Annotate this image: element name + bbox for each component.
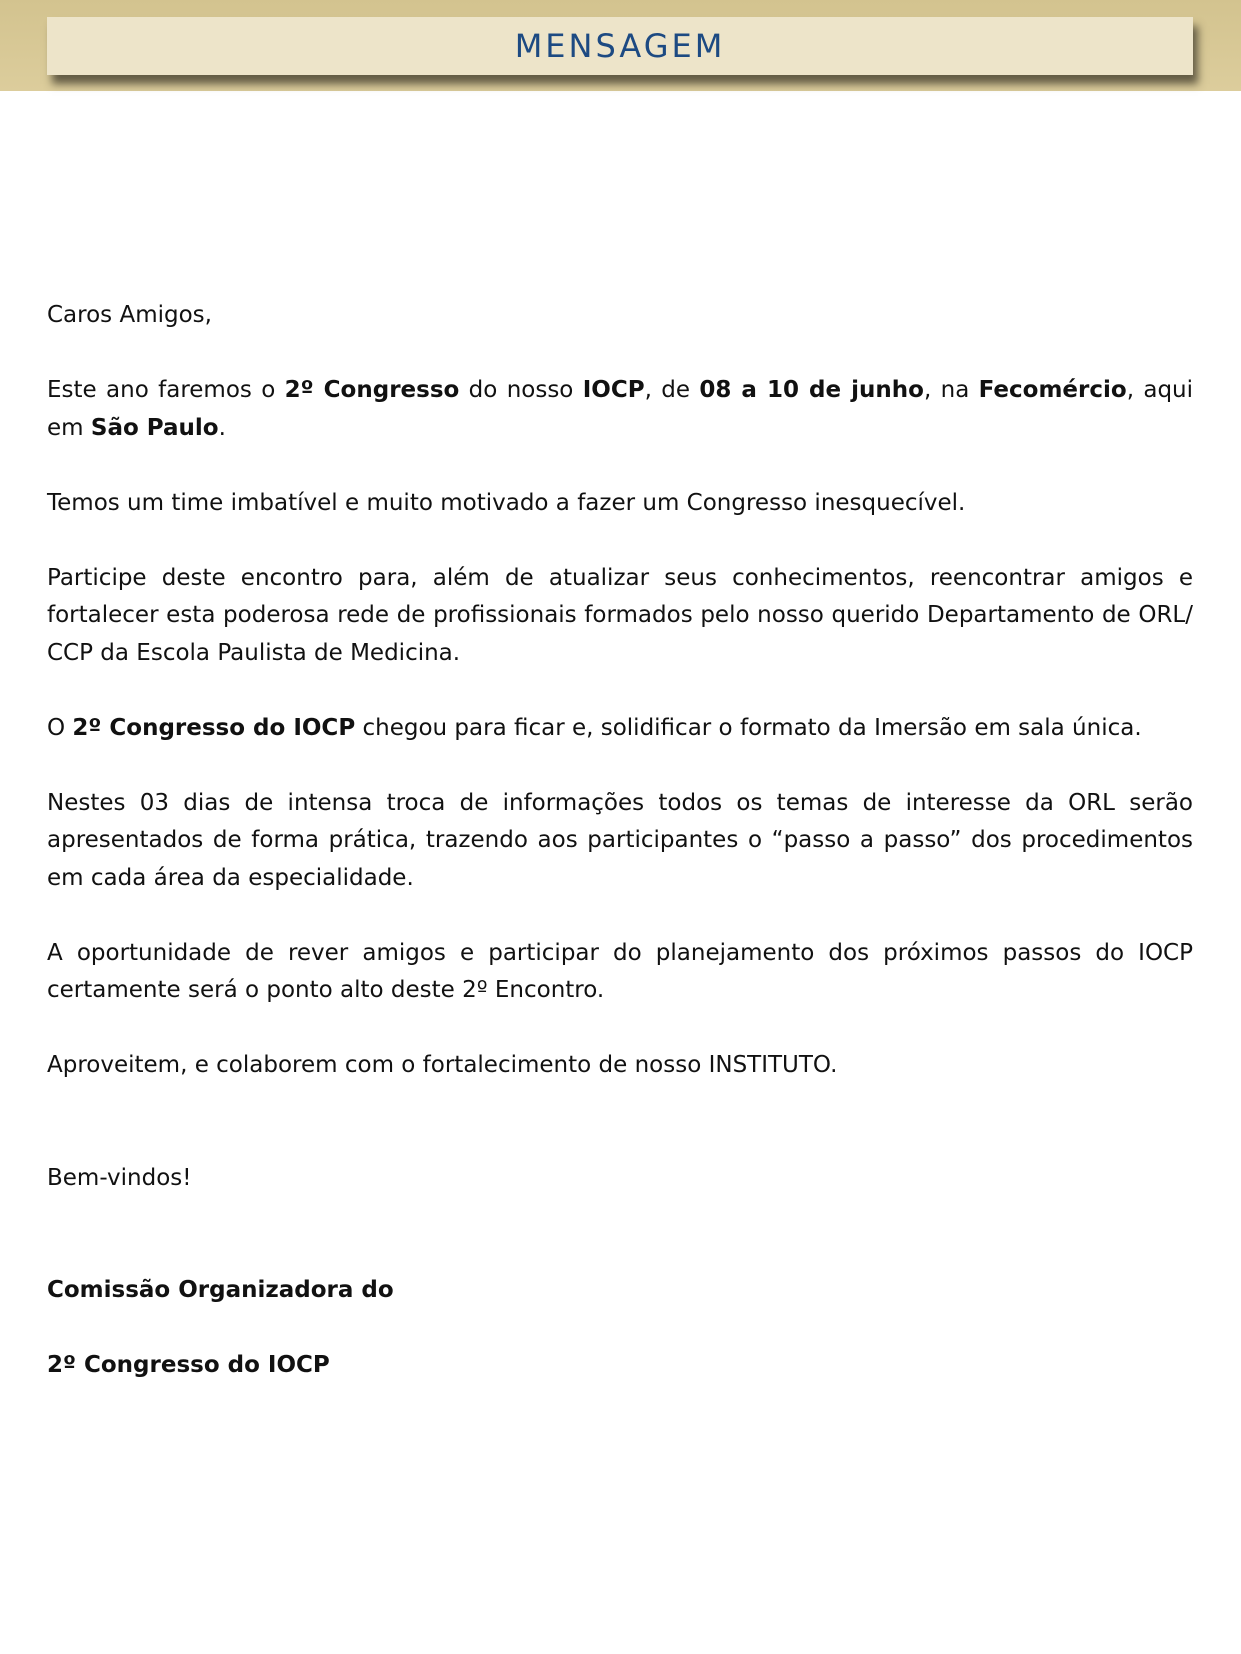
header-title-box bbox=[47, 17, 1193, 75]
text-span: chegou para ficar e, solidificar o formato da Imersão em sala única. bbox=[355, 714, 1142, 741]
letter-paragraph-3: Participe deste encontro para, além de atualizar seus conhecimentos, reencontrar amigos e fortalecer esta poderosa rede de profissionais formados pelo nosso querido Departamento de ORL/ CCP da Escola Paulista de Medicina. bbox=[47, 564, 1193, 666]
text-span: , na bbox=[923, 377, 979, 403]
letter-paragraph-1 bbox=[47, 372, 1193, 447]
text-span: , aqui em bbox=[47, 377, 1194, 441]
letter-closing: Bem-vindos! bbox=[47, 1164, 192, 1191]
text-span: Este ano faremos o bbox=[47, 377, 285, 403]
spacer bbox=[47, 1235, 1193, 1273]
text-span: , de bbox=[644, 377, 700, 403]
letter-body bbox=[47, 297, 1193, 1422]
letter-paragraph-4 bbox=[47, 710, 1193, 748]
bold-span: 2º Congresso do IOCP bbox=[72, 714, 356, 741]
bold-span: 2º Congresso bbox=[284, 377, 460, 403]
text-span: . bbox=[218, 414, 226, 441]
bold-span: 08 a 10 de junho bbox=[699, 377, 924, 403]
page-title: MENSAGEM bbox=[514, 27, 726, 65]
text-span: do nosso bbox=[459, 377, 583, 403]
bold-span: São Paulo bbox=[90, 414, 219, 441]
letter-paragraph-5: Nestes 03 dias de intensa troca de informações todos os temas de interesse da ORL serão apresentados de forma prática, trazendo aos participantes o “passo a passo” dos procedimentos em cada área da especialidade. bbox=[47, 789, 1193, 891]
letter-paragraph-7: Aproveitem, e colaborem com o fortalecimento de nosso INSTITUTO. bbox=[47, 1052, 838, 1078]
letter-paragraph-2: Temos um time imbatível e muito motivado a fazer um Congresso inesquecível. bbox=[47, 489, 966, 516]
bold-span: IOCP bbox=[582, 377, 645, 403]
bold-span: Fecomércio bbox=[978, 377, 1127, 403]
letter-greeting: Caros Amigos, bbox=[47, 302, 212, 328]
signature-line-1: Comissão Organizadora do bbox=[47, 1277, 394, 1303]
text-span: O bbox=[47, 714, 73, 741]
signature-line-2: 2º Congresso do IOCP bbox=[47, 1352, 330, 1378]
spacer bbox=[47, 1122, 1193, 1160]
letter-paragraph-6: A oportunidade de rever amigos e participar do planejamento dos próximos passos do IOCP certamente será o ponto alto deste 2º Encontro. bbox=[47, 939, 1193, 1003]
